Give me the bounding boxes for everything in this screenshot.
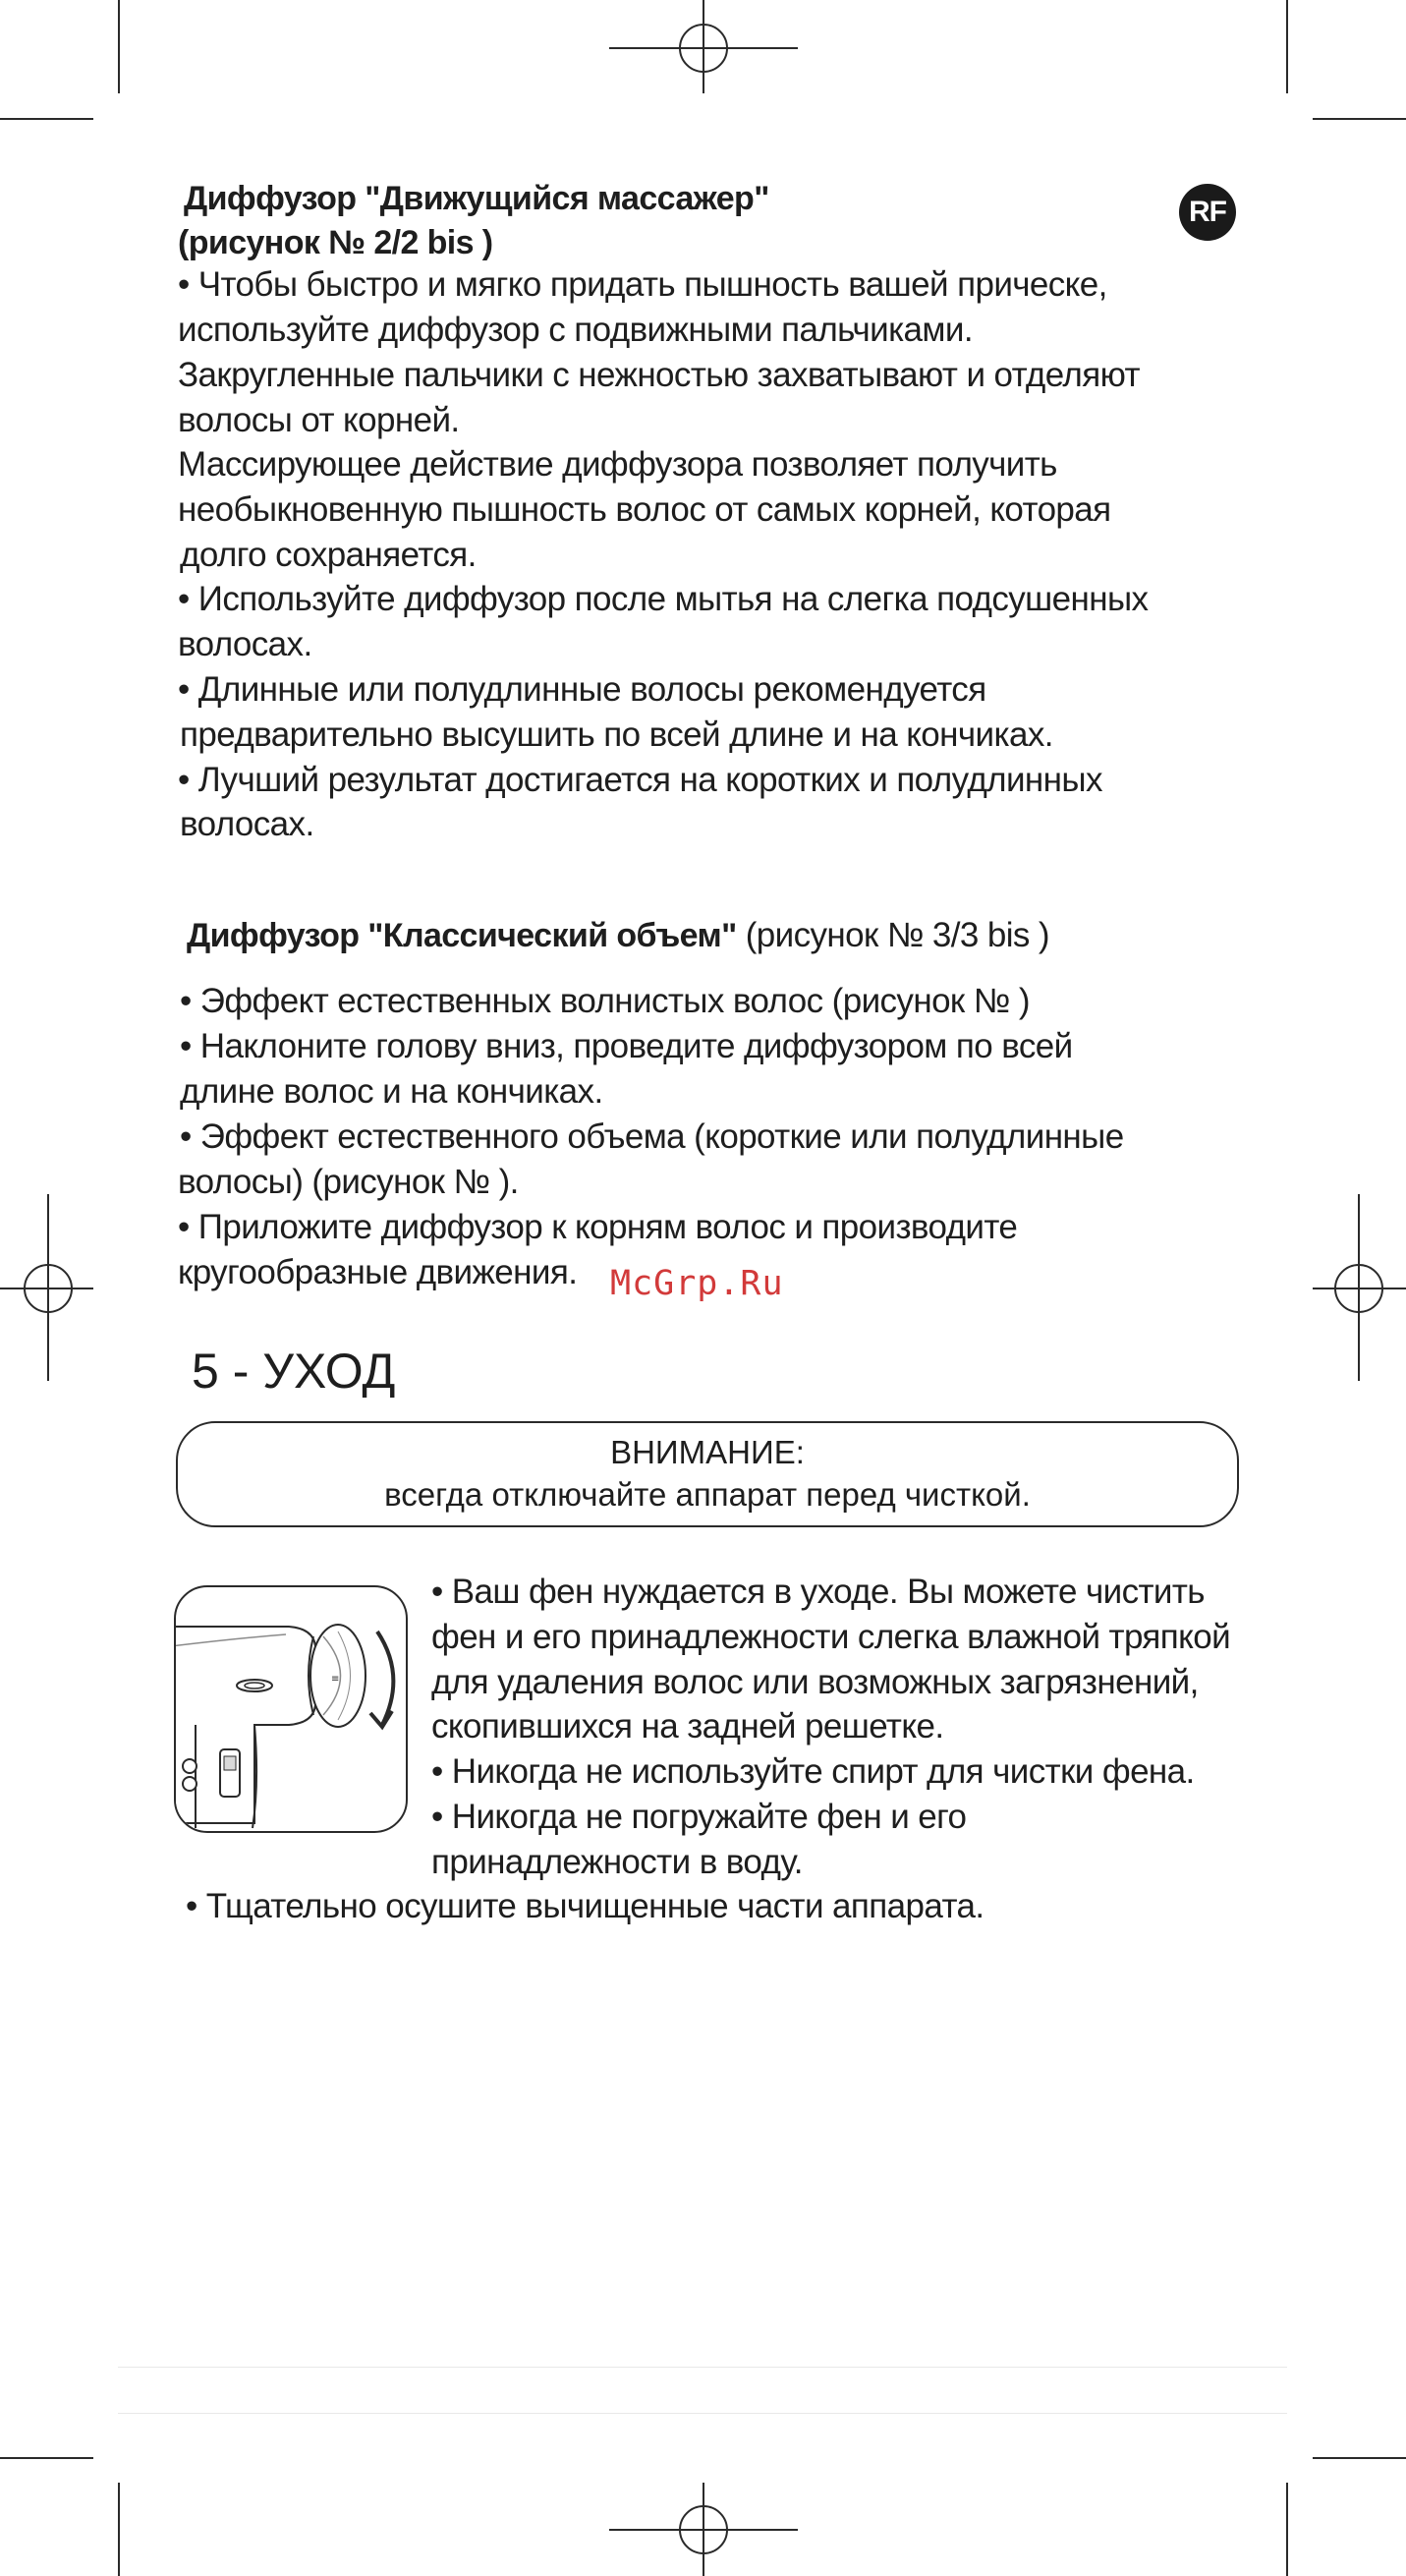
diffuser-classic-title-bold: Диффузор "Классический объем" xyxy=(187,917,737,954)
paragraph-line: необыкновенную пышность волос от самых корней, которая xyxy=(178,490,1111,529)
registration-mark-top-circle xyxy=(679,24,728,73)
hair-dryer-icon xyxy=(176,1587,408,1833)
paragraph-line: Массирующее действие диффузора позволяет получить xyxy=(178,445,1057,484)
crop-mark-top-right xyxy=(1286,0,1288,93)
paragraph-line: • Используйте диффузор после мытья на слегка подсушенных xyxy=(178,580,1149,618)
hair-dryer-illustration xyxy=(174,1585,408,1833)
footer-divider xyxy=(118,2413,1287,2414)
crop-mark-bottom-left-h xyxy=(0,2457,93,2459)
paragraph-line: для удаления волос или возможных загрязнений, xyxy=(431,1663,1199,1701)
crop-mark-bottom-left xyxy=(118,2483,120,2576)
paragraph-line: • Длинные или полудлинные волосы рекомендуется xyxy=(178,670,986,709)
paragraph-line: долго сохраняется. xyxy=(180,536,477,574)
paragraph-line: длине волос и на кончиках. xyxy=(180,1072,603,1111)
paragraph-line: • Никогда не погружайте фен и его xyxy=(431,1798,967,1836)
warning-title: ВНИМАНИЕ: xyxy=(610,1434,805,1470)
crop-mark-bottom-right-h xyxy=(1313,2457,1406,2459)
paragraph-line: Закругленные пальчики с нежностью захватывают и отделяют xyxy=(178,356,1140,394)
watermark: McGrp.Ru xyxy=(610,1264,784,1303)
diffuser-classic-title xyxy=(187,913,1049,958)
warning-text: всегда отключайте аппарат перед чисткой. xyxy=(384,1476,1031,1513)
diffuser-classic-title-ref: (рисунок № 3/3 bis ) xyxy=(736,916,1049,954)
crop-mark-bottom-right xyxy=(1286,2483,1288,2576)
crop-mark-top-right-h xyxy=(1313,118,1406,120)
crop-mark-top-left xyxy=(118,0,120,93)
registration-mark-right-circle xyxy=(1334,1264,1383,1313)
paragraph-line: предварительно высушить по всей длине и на кончиках. xyxy=(180,716,1053,754)
svg-text:≡: ≡ xyxy=(331,1674,340,1685)
paragraph-line: • Чтобы быстро и мягко придать пышность вашей прическе, xyxy=(178,265,1107,304)
paragraph-line: волосы) (рисунок № ). xyxy=(178,1163,519,1201)
paragraph-line: • Тщательно осушите вычищенные части аппарата. xyxy=(186,1887,984,1925)
paragraph-line: • Никогда не используйте спирт для чистки фена. xyxy=(431,1752,1195,1791)
warning-box xyxy=(176,1421,1239,1527)
paragraph-line: • Лучший результат достигается на коротких и полудлинных xyxy=(178,761,1102,799)
section-title-care: 5 - УХОД xyxy=(192,1344,396,1399)
paragraph-line: скопившихся на задней решетке. xyxy=(431,1707,944,1746)
paragraph-line: волосы от корней. xyxy=(178,401,460,439)
crop-mark-top-left-h xyxy=(0,118,93,120)
footer-divider xyxy=(118,2367,1287,2368)
paragraph-line: • Эффект естественного объема (короткие или полудлинные xyxy=(180,1117,1124,1156)
paragraph-line: • Ваш фен нуждается в уходе. Вы можете чистить xyxy=(431,1573,1205,1611)
diffuser-massager-title: Диффузор "Движущийся массажер" xyxy=(184,180,769,217)
paragraph-line: принадлежности в воду. xyxy=(431,1843,803,1881)
paragraph-line: • Эффект естественных волнистых волос (рисунок № ) xyxy=(180,982,1030,1020)
paragraph-line: используйте диффузор с подвижными пальчиками. xyxy=(178,311,973,349)
paragraph-line: кругообразные движения. xyxy=(178,1253,578,1291)
paragraph-line: фен и его принадлежности слегка влажной тряпкой xyxy=(431,1618,1231,1656)
registration-mark-left-circle xyxy=(24,1264,73,1313)
language-badge: RF xyxy=(1179,184,1236,241)
registration-mark-bottom-circle xyxy=(679,2505,728,2554)
paragraph-line: волосах. xyxy=(180,805,314,843)
paragraph-line: • Наклоните голову вниз, проведите диффузором по всей xyxy=(180,1027,1073,1065)
paragraph-line: волосах. xyxy=(178,625,312,663)
diffuser-massager-subtitle: (рисунок № 2/2 bis ) xyxy=(178,224,493,261)
paragraph-line: • Приложите диффузор к корням волос и производите xyxy=(178,1208,1018,1246)
